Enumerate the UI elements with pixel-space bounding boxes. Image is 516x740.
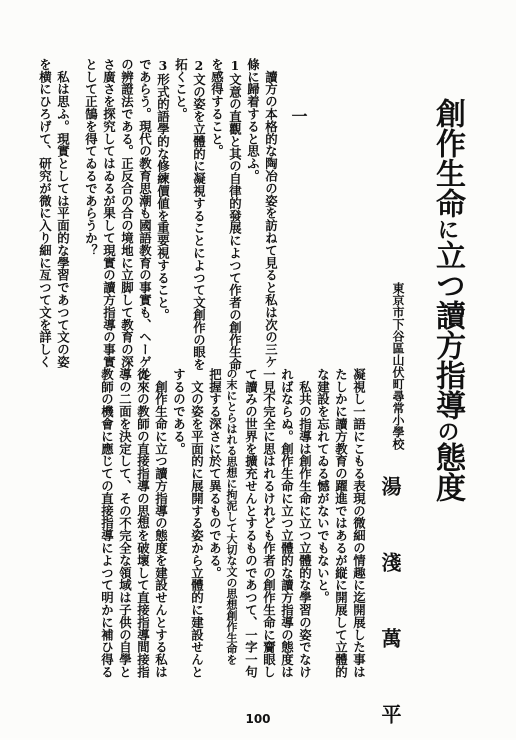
text-column: 創作生命に立つ讀方指導の態度を建設せんとする私は: [153, 368, 169, 678]
section-number: 一: [289, 108, 308, 124]
author-name: 湯 淺 萬 平: [378, 476, 402, 740]
text-column: 一見不完全に思はれるけれども作者の創作生命に齎眼し: [261, 368, 277, 678]
text-column: 文の姿を平面的に展開する姿から立體的に建設せんと: [189, 368, 205, 678]
text-column: 3形式的語學的な修練價値を重要視すること。: [155, 58, 171, 321]
text-column: 把握する深さに於て異るものである。: [207, 368, 223, 579]
text-column: するのである。: [171, 368, 187, 455]
article-title: [430, 98, 465, 502]
text-column: な建設を忘れてゐる憾がないでもないと。: [315, 368, 331, 604]
author-affiliation: 東京市下谷區山伏町尋常小學校: [391, 282, 405, 450]
text-column: 2文の姿を立體的に凝視することによつて文創作の眼を: [191, 58, 207, 371]
text-column: を横にひろげて、研究が微に入り細に亙つて文を詳しく: [37, 58, 53, 368]
text-column: 條に歸着すると思ふ。: [245, 58, 261, 182]
title-part: 創作生命: [430, 98, 465, 218]
title-part: に: [434, 218, 460, 240]
text-column: の末にとらはれる思想に拘泥して大切な文の思想創作生命を: [225, 368, 238, 665]
text-column: 私共の指導は創作生命に立つ立體的な學習の姿でなけ: [297, 368, 313, 678]
text-column: たしかに讀方教育の躍進ではあるが縦に開展して立體的: [333, 368, 349, 678]
text-column: 教師の機會に應じての直接指導によつて明かに補ひ得る: [99, 368, 115, 678]
title-part: 立つ讀方指導: [430, 240, 465, 420]
text-column: 私は思ふ。現實としては平面的な學習であつて文の姿: [55, 58, 71, 368]
text-column: て讀みの世界を擴充せんとするものであつて、一字一句: [243, 368, 259, 678]
text-column: 從來の教師の直接指導の思想を破壞して直接指導間接指: [135, 368, 151, 678]
text-column: ればならぬ。創作生命に立つ立體的な讀方指導の態度は: [279, 368, 295, 678]
text-column: 1文意の直觀と其の自律的發展によつて作者の創作生命: [227, 58, 243, 371]
text-column: 凝視し一語にこもる表現の微細の情趣に迄開展した事は: [351, 368, 367, 678]
text-column: 拓くこと。: [173, 58, 189, 120]
text-column: を感得すること。: [209, 58, 225, 158]
text-column: であらう。現代の教育思潮も國語教育の事實も、ヘーゲル: [137, 58, 153, 381]
text-column: として正鵠を得てゐるであらうか？: [83, 58, 99, 257]
text-column: の辨證法である。正反合の合の境地に立脚して教育の深: [119, 58, 135, 368]
page-number: 100: [245, 712, 271, 726]
title-part: の: [434, 420, 460, 442]
title-part: 態度: [430, 442, 465, 502]
text-column: 讀方の本格的な陶冶の姿を訪ねて見ると私は次の三ケ: [263, 58, 279, 368]
text-column: 導の二面を決定して、その不完全な領域は子供の自學と: [117, 368, 133, 678]
text-column: さ廣さを探究してはゐるが果して現實の讀方指導の事實: [101, 58, 117, 368]
